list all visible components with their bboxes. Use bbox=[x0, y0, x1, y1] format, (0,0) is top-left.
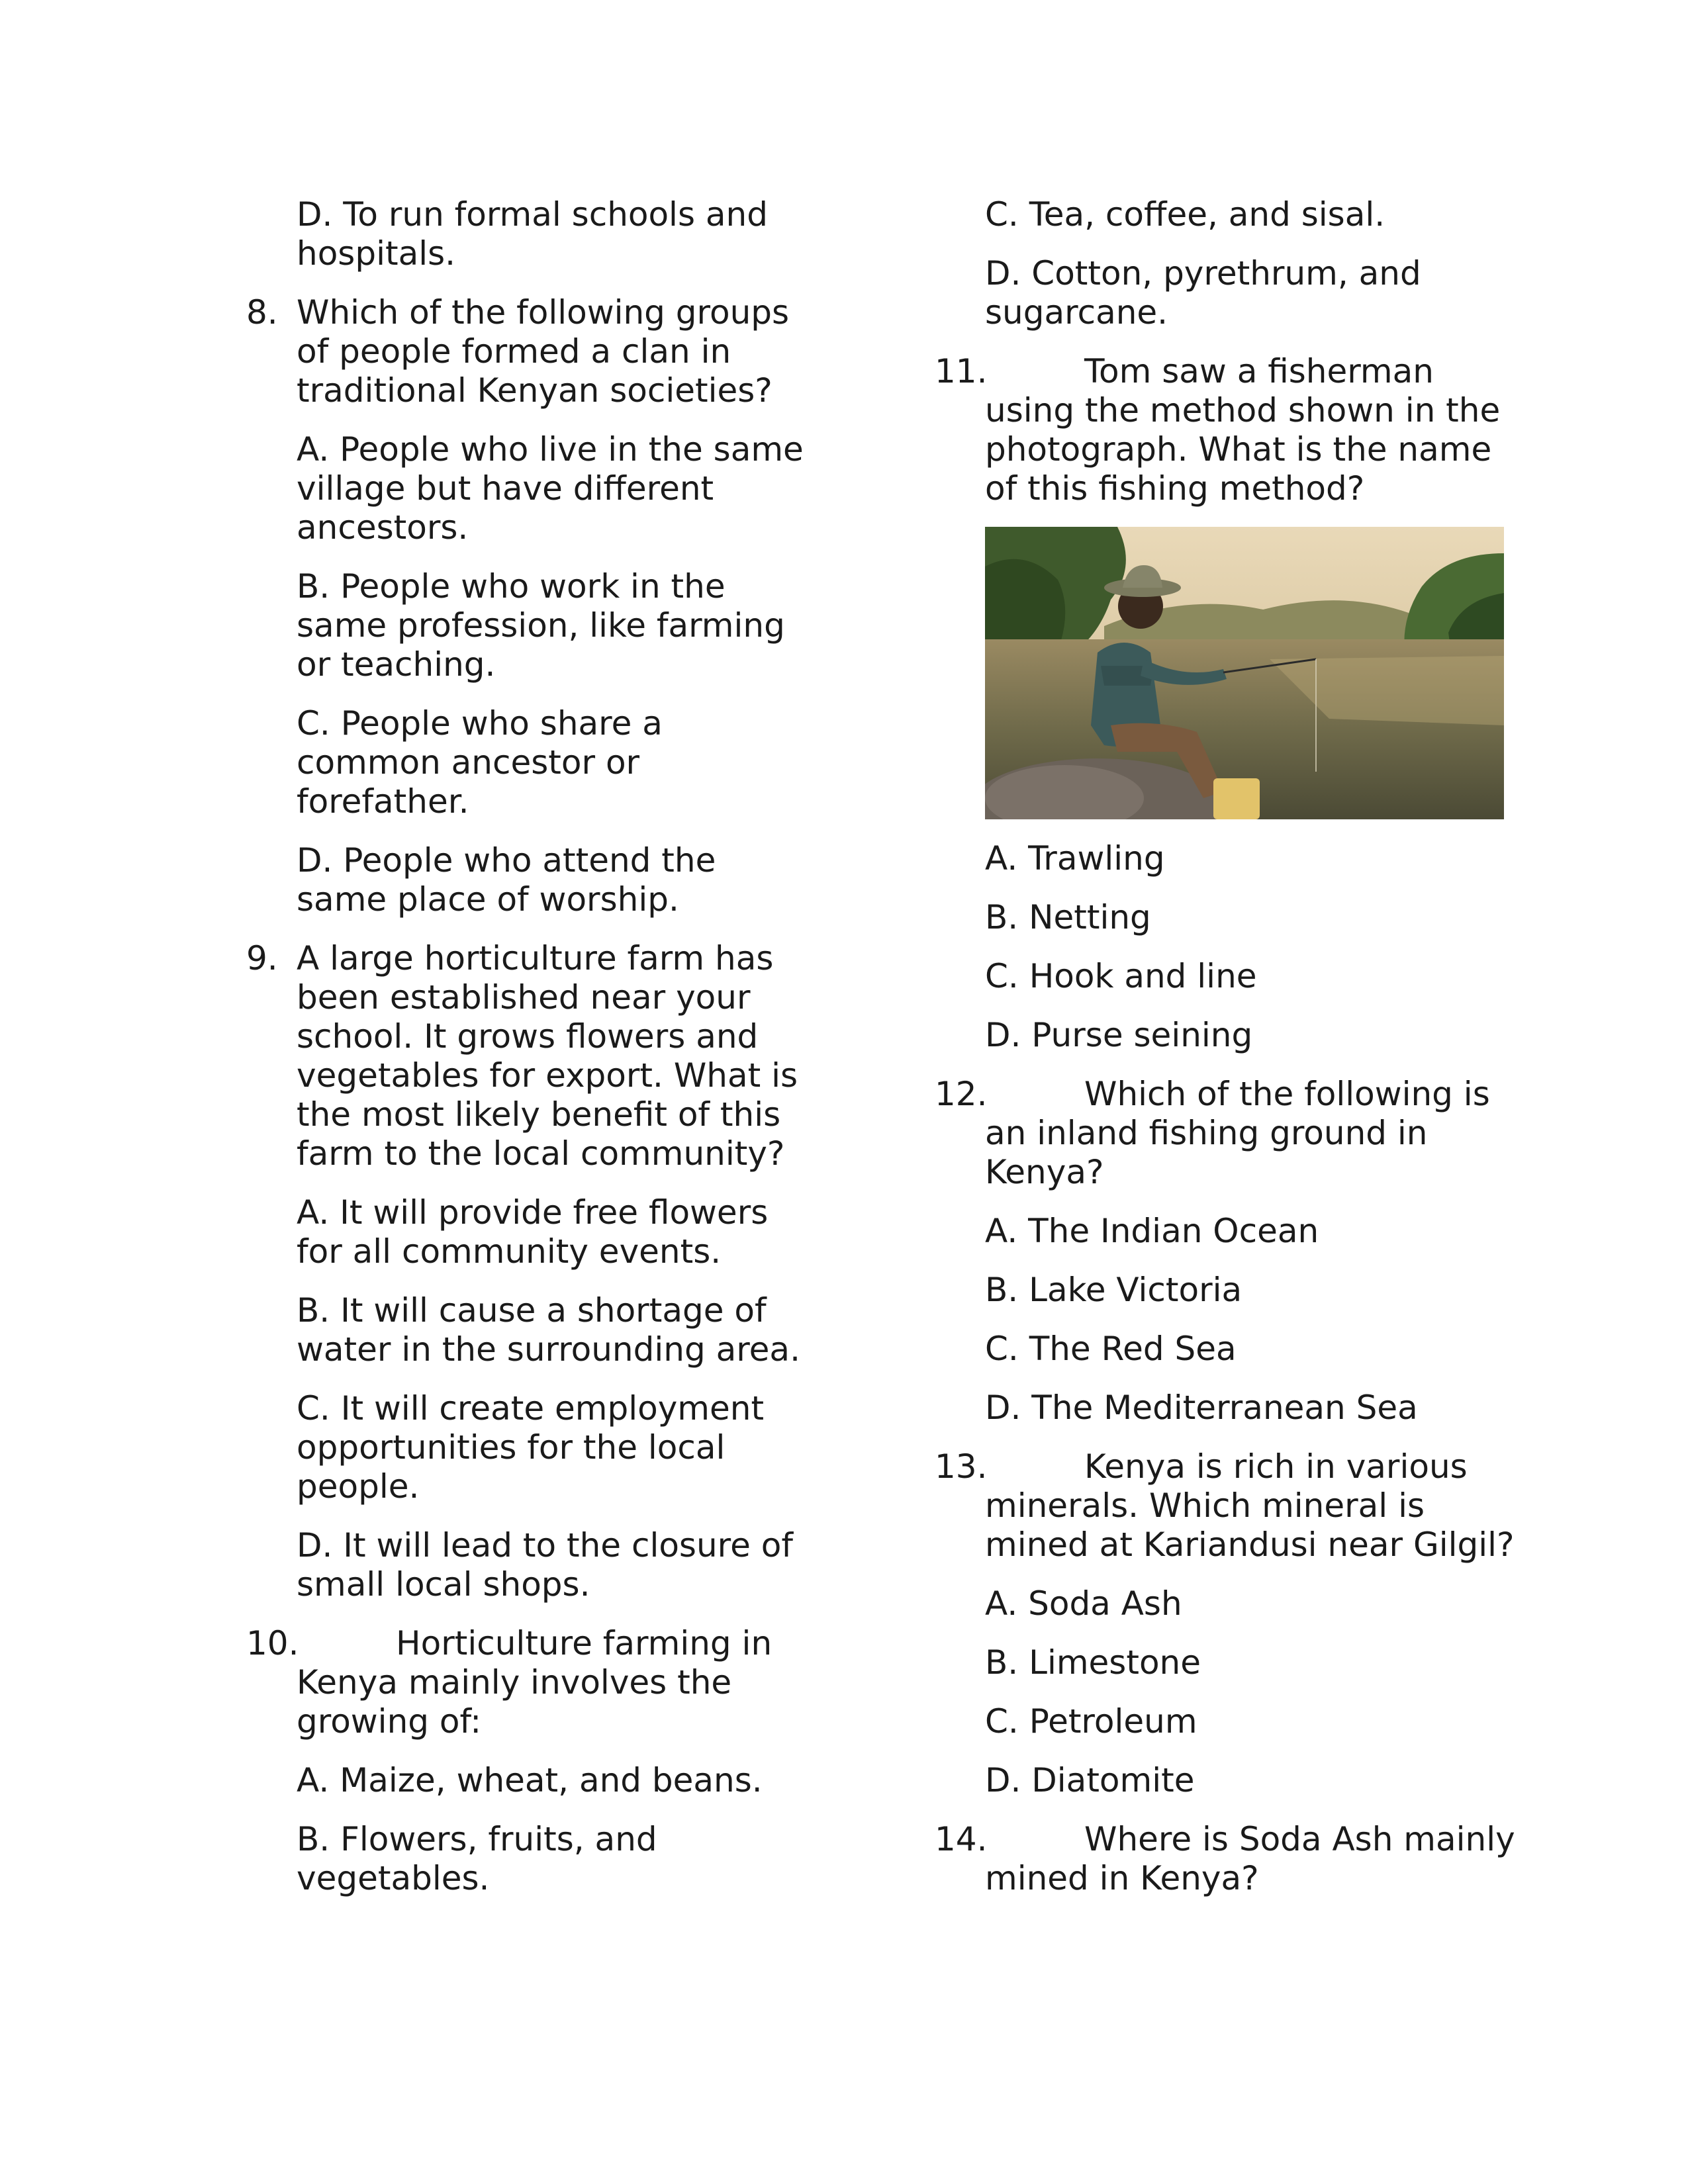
q12-option-a: A. The Indian Ocean bbox=[985, 1212, 1319, 1250]
fisherman-photo-icon bbox=[985, 527, 1504, 819]
q8-option-b: B. People who work in the same profession, like farming or teaching. bbox=[297, 567, 785, 684]
q12-option-d: D. The Mediterranean Sea bbox=[985, 1388, 1418, 1427]
q11-option-c: C. Hook and line bbox=[985, 957, 1257, 995]
right-column bbox=[935, 195, 1517, 1918]
question-10-text: Horticulture farming in Kenya mainly involves the growing of: bbox=[297, 1624, 773, 1741]
q10-option-b: B. Flowers, fruits, and vegetables. bbox=[297, 1820, 657, 1897]
question-13-number: 13. bbox=[935, 1447, 988, 1486]
question-14-text: Where is Soda Ash mainly mined in Kenya? bbox=[985, 1820, 1515, 1897]
question-13-text: Kenya is rich in various minerals. Which mineral is mined at Kariandusi near Gilgil? bbox=[985, 1447, 1515, 1564]
question-9 bbox=[246, 939, 809, 1173]
q12-option-b: B. Lake Victoria bbox=[985, 1271, 1243, 1309]
q11-option-d: D. Purse seining bbox=[985, 1016, 1253, 1054]
question-11-text: Tom saw a fisherman using the method shown in the photograph. What is the name of this fishing method? bbox=[985, 352, 1501, 508]
q10-option-d: D. Cotton, pyrethrum, and sugarcane. bbox=[985, 254, 1421, 332]
question-14-number: 14. bbox=[935, 1820, 988, 1858]
question-10-number: 10. bbox=[246, 1624, 299, 1662]
q8-option-c: C. People who share a common ancestor or forefather. bbox=[297, 704, 663, 821]
q13-option-a: A. Soda Ash bbox=[985, 1584, 1182, 1623]
question-8 bbox=[246, 293, 809, 410]
question-10 bbox=[246, 1624, 809, 1741]
question-11 bbox=[935, 352, 1517, 508]
question-12-number: 12. bbox=[935, 1075, 988, 1113]
q13-option-c: C. Petroleum bbox=[985, 1702, 1197, 1741]
q12-option-c: C. The Red Sea bbox=[985, 1330, 1237, 1368]
question-14 bbox=[935, 1820, 1517, 1898]
left-column bbox=[246, 195, 809, 1918]
q13-option-d: D. Diatomite bbox=[985, 1761, 1195, 1799]
question-11-number: 11. bbox=[935, 352, 988, 390]
q10-option-c: C. Tea, coffee, and sisal. bbox=[985, 195, 1385, 234]
question-9-number: 9. bbox=[246, 939, 278, 978]
q11-option-a: A. Trawling bbox=[985, 839, 1165, 878]
question-12 bbox=[935, 1075, 1517, 1192]
q10-option-a: A. Maize, wheat, and beans. bbox=[297, 1761, 763, 1799]
question-13 bbox=[935, 1447, 1517, 1565]
q9-option-d: D. It will lead to the closure of small local shops. bbox=[297, 1526, 793, 1604]
q7-option-d: D. To run formal schools and hospitals. bbox=[297, 195, 768, 273]
fisherman-photo bbox=[985, 527, 1504, 819]
q11-option-b: B. Netting bbox=[985, 898, 1151, 936]
q13-option-b: B. Limestone bbox=[985, 1643, 1201, 1682]
question-8-text: Which of the following groups of people formed a clan in traditional Kenyan societies? bbox=[297, 293, 790, 410]
q8-option-d: D. People who attend the same place of worship. bbox=[297, 841, 716, 919]
q9-option-c: C. It will create employment opportunities for the local people. bbox=[297, 1389, 765, 1506]
q9-option-b: B. It will cause a shortage of water in the surrounding area. bbox=[297, 1291, 800, 1369]
q8-option-a: A. People who live in the same village but have different ancestors. bbox=[297, 430, 804, 547]
question-8-number: 8. bbox=[246, 293, 278, 332]
question-9-text: A large horticulture farm has been established near your school. It grows flowers and vegetables for export. What is the most likely benefit of this farm to the local community? bbox=[297, 939, 798, 1173]
question-12-text: Which of the following is an inland fishing ground in Kenya? bbox=[985, 1075, 1490, 1191]
q9-option-a: A. It will provide free flowers for all community events. bbox=[297, 1193, 769, 1271]
